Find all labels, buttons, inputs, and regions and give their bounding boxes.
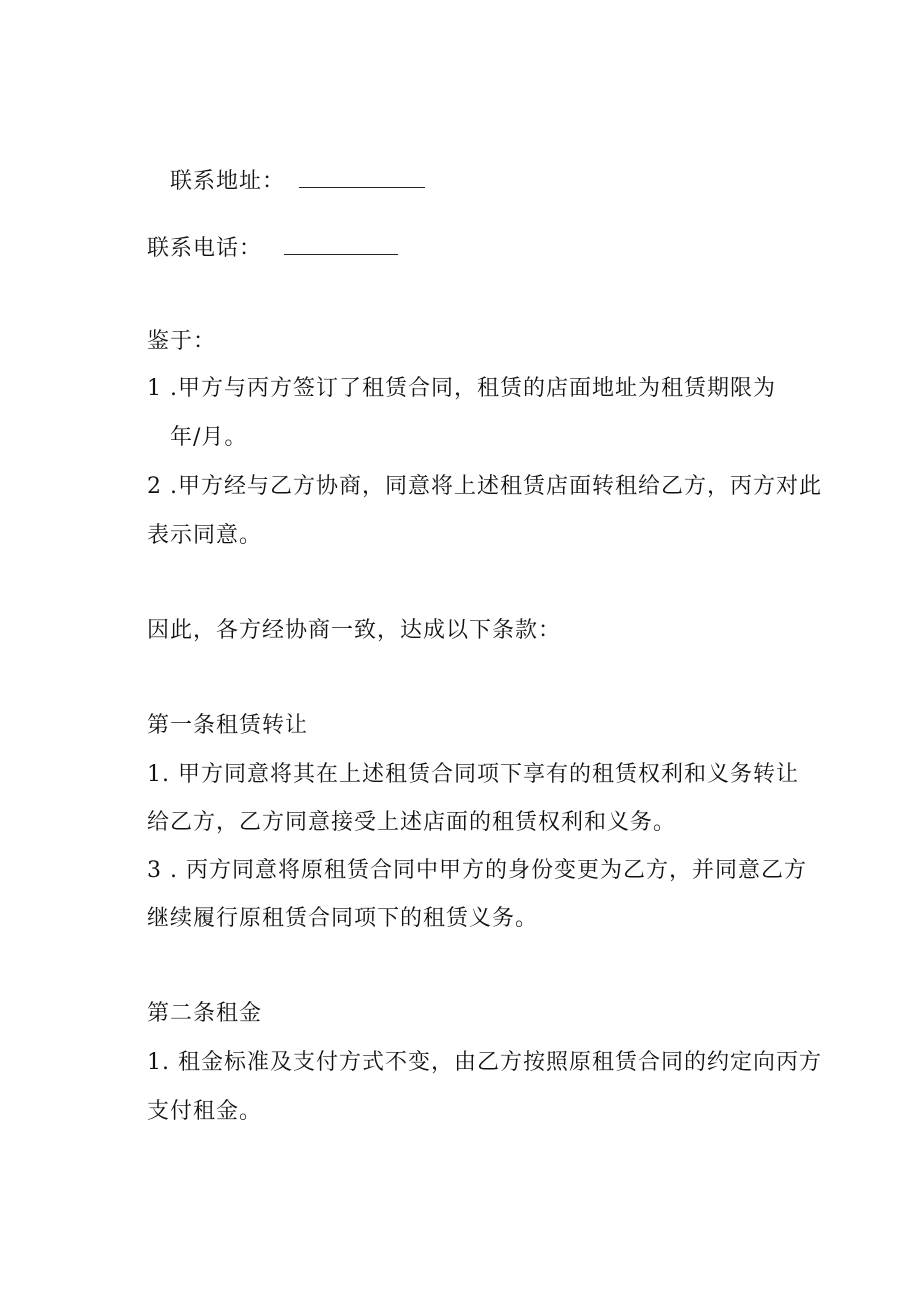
whereas-heading: 鉴于： <box>147 329 217 354</box>
contact-phone-label: 联系电话： <box>147 236 263 261</box>
contact-address-row <box>170 165 425 197</box>
whereas-item2-line2: 表示同意。 <box>147 523 263 548</box>
article2-heading: 第二条租金 <box>147 1001 263 1026</box>
contact-address-label: 联系地址： <box>170 169 286 194</box>
article1-item3-line2: 继续履行原租赁合同项下的租赁义务。 <box>147 906 539 931</box>
article1-item1-line2: 给乙方，乙方同意接受上述店面的租赁权利和义务。 <box>147 810 677 835</box>
contact-phone-row <box>147 232 398 264</box>
contact-address-blank <box>299 165 425 188</box>
article1-item3-line1: 3 . 丙方同意将原租赁合同中甲方的身份变更为乙方，并同意乙方 <box>147 858 807 883</box>
whereas-item1-line1: 1 .甲方与丙方签订了租赁合同，租赁的店面地址为租赁期限为 <box>147 376 776 401</box>
therefore-clause: 因此，各方经协商一致，达成以下条款： <box>147 618 562 643</box>
article1-heading: 第一条租赁转让 <box>147 713 309 738</box>
article2-item1-line1: 1. 租金标准及支付方式不变，由乙方按照原租赁合同的约定向丙方 <box>147 1050 822 1075</box>
article1-item1-line1: 1. 甲方同意将其在上述租赁合同项下享有的租赁权利和义务转让 <box>147 762 799 787</box>
whereas-item2-line1: 2 .甲方经与乙方协商，同意将上述租赁店面转租给乙方，丙方对此 <box>147 474 822 499</box>
contact-phone-blank <box>284 232 398 255</box>
article2-item1-line2: 支付租金。 <box>147 1099 263 1124</box>
whereas-item1-line2: 年/月。 <box>170 425 248 450</box>
